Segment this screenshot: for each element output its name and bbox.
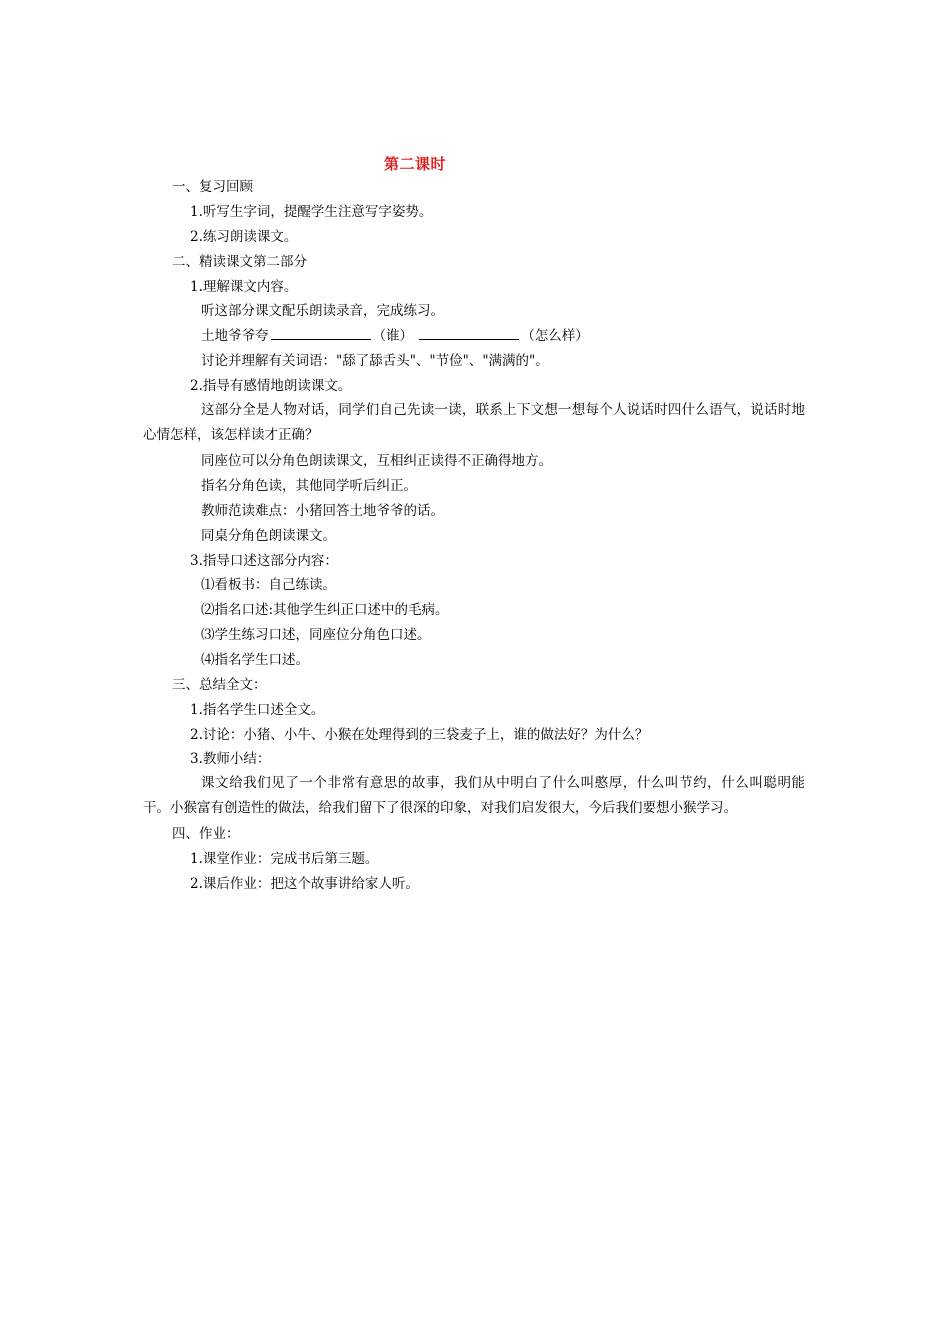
section-heading-homework: 四、作业：	[172, 826, 240, 842]
homework-item-2: 2.课后作业：把这个故事讲给家人听。	[190, 876, 419, 892]
review-item-2: 2.练习朗读课文。	[190, 229, 298, 245]
section-heading-review: 一、复习回顾	[172, 179, 253, 195]
section-heading-close-reading: 二、精读课文第二部分	[172, 254, 307, 270]
page-title: 第二课时	[383, 155, 446, 173]
oral-step-4: ⑷指名学生口述。	[201, 652, 309, 668]
listening-instruction: 听这部分课文配乐朗读录音，完成练习。	[201, 303, 444, 319]
teacher-summary-paragraph: 课文给我们见了一个非常有意思的故事，我们从中明白了什么叫憨厚，什么叫节约，什么叫聪明能干。小猴富有创造性的做法，给我们留下了很深的印象，对我们启发很大，今后我们要想小猴学习。	[143, 775, 805, 816]
homework-item-1: 1.课堂作业：完成书后第三题。	[190, 851, 379, 867]
reading-step-2: 指名分角色读，其他同学听后纠正。	[201, 478, 417, 494]
close-reading-item-3: 3.指导口述这部分内容：	[190, 553, 338, 569]
blank-line-who	[271, 327, 371, 340]
reading-step-3: 教师范读难点：小猪回答土地爷爷的话。	[201, 503, 444, 519]
summary-item-3: 3.教师小结：	[190, 751, 271, 767]
review-item-1: 1.听写生字词，提醒学生注意写字姿势。	[190, 204, 433, 220]
fill-who-hint: （谁）	[372, 328, 413, 344]
dialogue-reading-paragraph: 这部分全是人物对话，同学们自己先读一读，联系上下文想一想每个人说话时四什么语气，说话时地心情怎样，该怎样读才正确？	[143, 402, 805, 443]
blank-line-how	[419, 327, 519, 340]
oral-step-3: ⑶学生练习口述，同座位分角色口述。	[201, 627, 431, 643]
reading-step-4: 同桌分角色朗读课文。	[201, 528, 336, 544]
oral-step-2: ⑵指名口述:其他学生纠正口述中的毛病。	[201, 602, 449, 618]
oral-step-1: ⑴看板书：自己练读。	[201, 577, 336, 593]
section-heading-summary: 三、总结全文：	[172, 677, 267, 693]
vocabulary-discussion: 讨论并理解有关词语："舔了舔舌头"、"节俭"、"满满的"。	[201, 353, 549, 369]
fill-prefix: 土地爷爷夸	[201, 328, 269, 344]
summary-item-2: 2.讨论：小猪、小牛、小猴在处理得到的三袋麦子上，谁的做法好？为什么？	[190, 727, 649, 743]
summary-item-1: 1.指名学生口述全文。	[190, 702, 325, 718]
reading-step-1: 同座位可以分角色朗读课文，互相纠正读得不正确得地方。	[201, 453, 552, 469]
fill-how-hint: （怎么样）	[521, 328, 589, 344]
close-reading-item-2: 2.指导有感情地朗读课文。	[190, 378, 352, 394]
fill-in-exercise	[201, 327, 589, 345]
close-reading-item-1: 1.理解课文内容。	[190, 279, 298, 295]
